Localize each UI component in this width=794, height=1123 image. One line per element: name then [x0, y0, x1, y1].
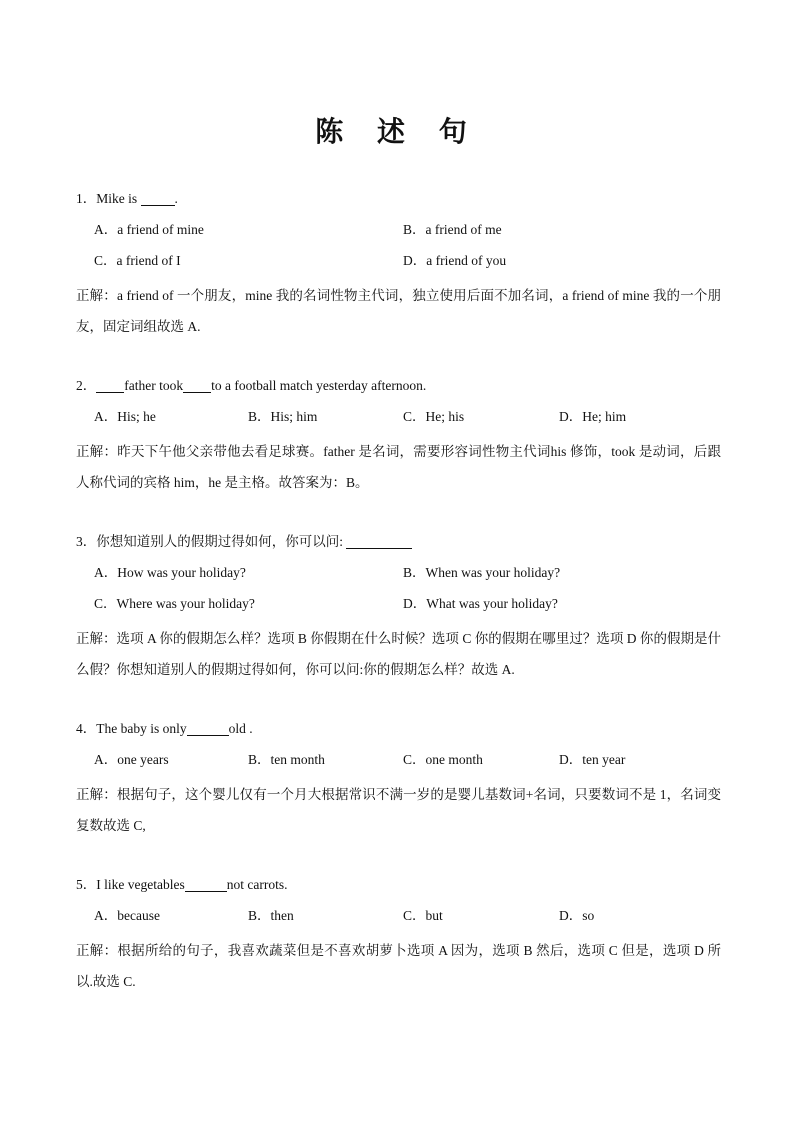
question-2	[76, 374, 721, 498]
stem-text: I like vegetables	[96, 877, 185, 892]
option-c: C．Where was your holiday?	[94, 596, 255, 611]
question-1	[76, 187, 721, 342]
option-a: A．How was your holiday?	[94, 565, 246, 580]
solution-label: 正解：	[76, 943, 118, 958]
question-number: 4．	[76, 721, 97, 736]
option-a: A．a friend of mine	[94, 222, 204, 237]
solution-text: 选项 A 你的假期怎么样？选项 B 你假期在什么时候？选项 C 你的假期在哪里过？选项 D 你的假期是什么假？你想知道别人的假期过得如何，你可以问:你的假期怎么样？故选 A.	[76, 631, 721, 677]
solution	[76, 436, 721, 498]
answer-blank	[187, 721, 229, 736]
option-a: A．one years	[94, 752, 169, 767]
option-d: D．a friend of you	[403, 253, 507, 268]
stem-text: to a football match yesterday afternoon.	[211, 378, 427, 393]
options-row	[76, 554, 721, 585]
page-title: 陈 述 句	[315, 115, 479, 148]
solution	[76, 280, 721, 342]
option-c: C．one month	[403, 752, 483, 767]
option-d: D．so	[559, 908, 595, 923]
solution-label: 正解：	[76, 787, 117, 802]
stem-text: .	[174, 191, 178, 206]
option-d: D．He; him	[559, 409, 627, 424]
question-5	[76, 873, 721, 997]
option-c: C．He; his	[403, 409, 465, 424]
options-row	[76, 242, 721, 273]
option-b: B．a friend of me	[403, 222, 502, 237]
solution	[76, 779, 721, 841]
solution	[76, 623, 721, 685]
question-stem	[76, 530, 721, 554]
answer-blank	[141, 191, 175, 206]
answer-blank	[183, 378, 211, 393]
question-stem	[76, 187, 721, 211]
options-row	[76, 398, 721, 429]
stem-text: father took	[124, 378, 184, 393]
answer-blank	[96, 378, 124, 393]
option-a: A．His; he	[94, 409, 156, 424]
question-3	[76, 530, 721, 685]
solution	[76, 935, 721, 997]
answer-blank	[185, 877, 227, 892]
solution-text: 根据所给的句子，我喜欢蔬菜但是不喜欢胡萝卜选项 A 因为，选项 B 然后，选项 C 但是，选项 D 所以.故选 C.	[76, 943, 721, 989]
stem-text: 你想知道别人的假期过得如何，你可以问:	[96, 534, 347, 549]
question-number: 5．	[76, 877, 97, 892]
options-row	[76, 897, 721, 928]
option-b: B．then	[248, 908, 294, 923]
question-number: 1．	[76, 191, 97, 206]
option-c: C．a friend of I	[94, 253, 181, 268]
question-number: 3．	[76, 534, 97, 549]
stem-text: old .	[228, 721, 253, 736]
option-b: B．When was your holiday?	[403, 565, 561, 580]
options-row	[76, 741, 721, 772]
solution-text: 根据句子，这个婴儿仅有一个月大根据常识不满一岁的是婴儿基数词+名词，只要数词不是 1，名词变复数故选 C,	[76, 787, 721, 833]
solution-text: 昨天下午他父亲带他去看足球赛。father 是名词，需要形容词性物主代词his 修饰，took 是动词，后跟人称代词的宾格 him，he 是主格。故答案为：B。	[76, 444, 722, 490]
options-row	[76, 211, 721, 242]
options-row	[76, 585, 721, 616]
question-stem	[76, 374, 721, 398]
question-number: 2．	[76, 378, 97, 393]
stem-text: not carrots.	[226, 877, 288, 892]
solution-label: 正解：	[76, 288, 117, 303]
solution-text: a friend of 一个朋友，mine 我的名词性物主代词，独立使用后面不加名词，a friend of mine 我的一个朋友，固定词组故选 A.	[76, 288, 722, 334]
stem-text: The baby is only	[96, 721, 187, 736]
solution-label: 正解：	[76, 444, 118, 459]
option-d: D．What was your holiday?	[403, 596, 558, 611]
option-b: B．His; him	[248, 409, 318, 424]
stem-text: Mike is	[96, 191, 141, 206]
option-c: C．but	[403, 908, 443, 923]
solution-label: 正解：	[76, 631, 117, 646]
question-stem	[76, 873, 721, 897]
answer-blank	[346, 534, 412, 549]
question-stem	[76, 717, 721, 741]
option-a: A．because	[94, 908, 160, 923]
option-b: B．ten month	[248, 752, 325, 767]
option-d: D．ten year	[559, 752, 626, 767]
question-4	[76, 717, 721, 841]
